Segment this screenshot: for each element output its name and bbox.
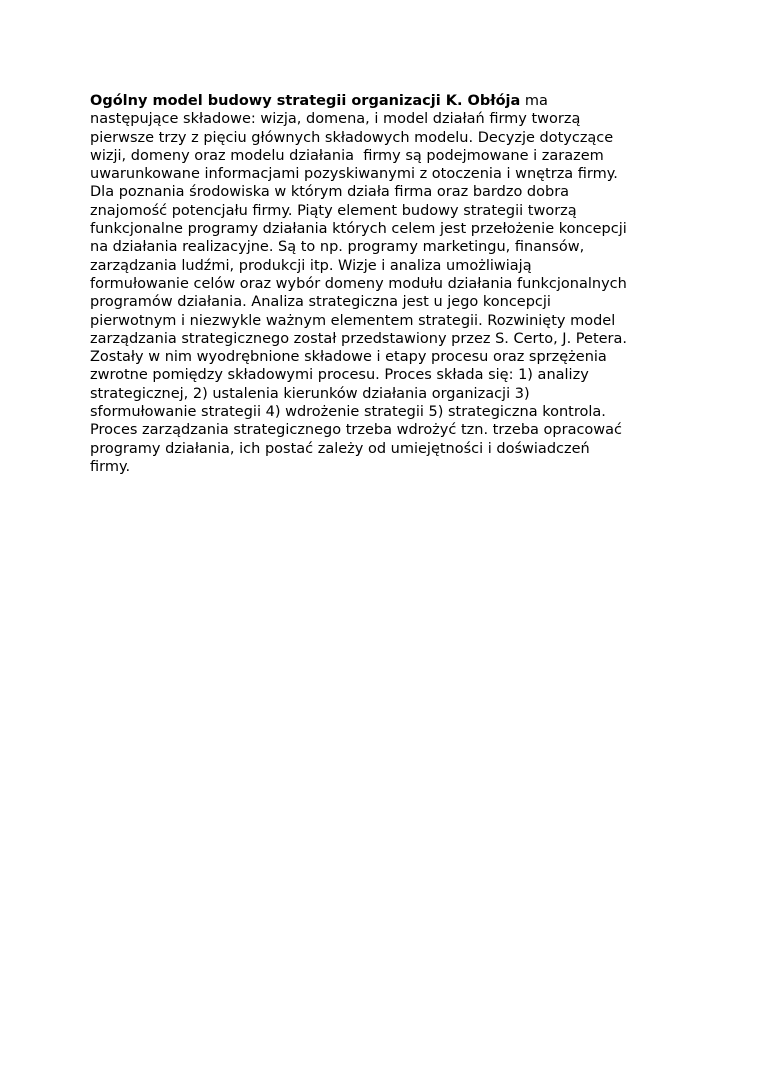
- text-line: Proces zarządzania strategicznego trzeba wdrożyć tzn. trzeba opracować: [90, 422, 623, 439]
- text-line: funkcjonalne programy działania których celem jest przełożenie koncepcji: [90, 221, 627, 238]
- text-line: na działania realizacyjne. Są to np. programy marketingu, finansów,: [90, 239, 585, 256]
- text-line: pierwotnym i niezwykle ważnym elementem strategii. Rozwinięty model: [90, 312, 616, 329]
- text-line: strategicznej, 2) ustalenia kierunków działania organizacji 3): [90, 385, 530, 402]
- text-line: zarządzania ludźmi, produkcji itp. Wizje i analiza umożliwiają: [90, 257, 532, 274]
- text-line: programów działania. Analiza strategiczna jest u jego koncepcji: [90, 294, 551, 311]
- text-line-1-rest: ma: [520, 93, 548, 109]
- bold-heading: Ogólny model budowy strategii organizacji K. Obłója: [90, 93, 521, 109]
- text-line: pierwsze trzy z pięciu głównych składowych modelu. Decyzje dotyczące: [90, 129, 614, 146]
- text-line: programy działania, ich postać zależy od umiejętności i doświadczeń: [90, 440, 590, 457]
- text-line: zarządzania strategicznego został przedstawiony przez S. Certo, J. Petera.: [90, 330, 628, 347]
- text-line: następujące składowe: wizja, domena, i model działań firmy tworzą: [90, 111, 581, 128]
- text-line: znajomość potencjału firmy. Piąty element budowy strategii tworzą: [90, 202, 577, 219]
- text-line: firmy.: [90, 458, 131, 475]
- text-line-1: [90, 92, 695, 110]
- body-paragraph: [90, 92, 695, 476]
- text-line: wizji, domeny oraz modelu działania firmy są podejmowane i zarazem: [90, 147, 604, 164]
- text-line: formułowanie celów oraz wybór domeny modułu działania funkcjonalnych: [90, 275, 627, 292]
- text-line: uwarunkowane informacjami pozyskiwanymi z otoczenia i wnętrza firmy.: [90, 166, 618, 183]
- text-line: sformułowanie strategii 4) wdrożenie strategii 5) strategiczna kontrola.: [90, 404, 606, 421]
- text-line: Zostały w nim wyodrębnione składowe i etapy procesu oraz sprzężenia: [90, 349, 607, 366]
- text-line: Dla poznania środowiska w którym działa firma oraz bardzo dobra: [90, 184, 570, 201]
- text-line: zwrotne pomiędzy składowymi procesu. Proces składa się: 1) analizy: [90, 367, 589, 384]
